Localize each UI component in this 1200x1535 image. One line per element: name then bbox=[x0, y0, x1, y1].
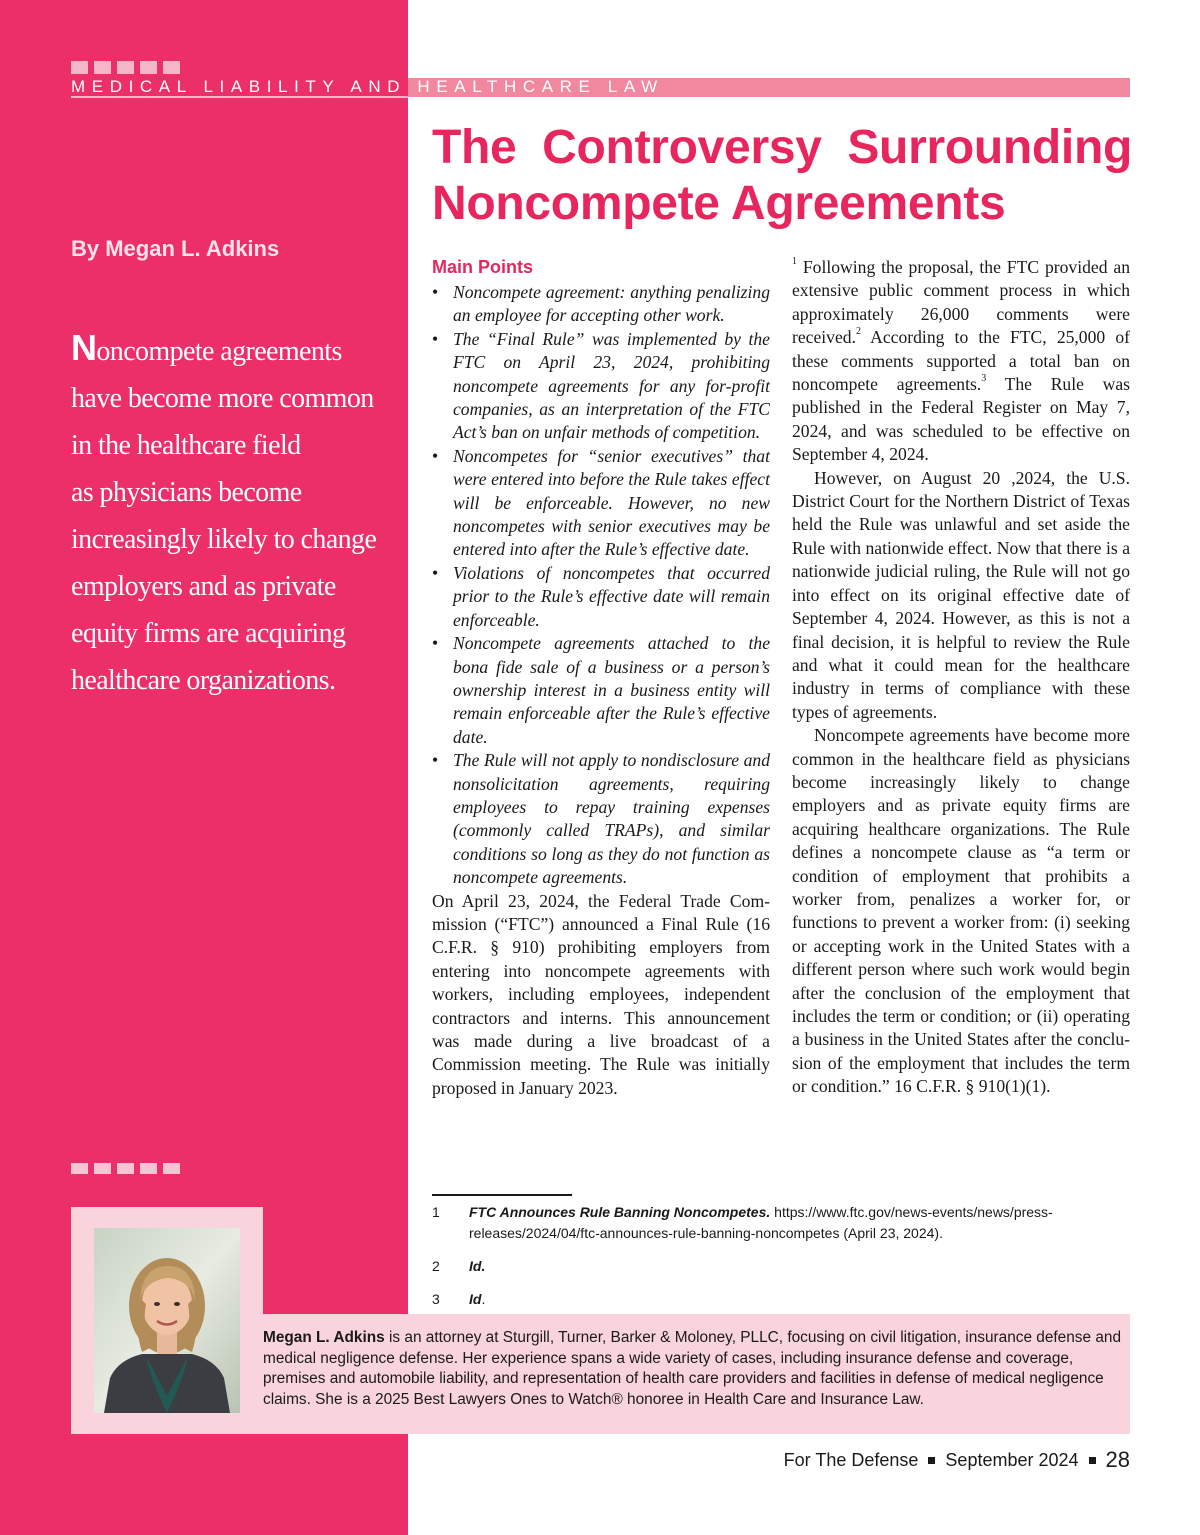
byline: By Megan L. Adkins bbox=[71, 236, 280, 261]
body-paragraph-3: Noncompete agreements have become more common in the healthcare field as physicians become increasingly likely to change employers and as private equity firms are acquiring healthcare organizations. The Rule defines a noncompete clause as “a term or condition of employment that prohibits a worker from, penalizes a worker for, or functions to prevent a worker from: (i) seeking or accepting work in the United States with a different person where such work would begin after the conclusion of the employment that includes the term or condition; or (ii) operating a business in the United States after the conclusion of the employment that includes the term or condition.” 16 C.F.R. § 910(1)(1). bbox=[792, 725, 1130, 1097]
pull-quote bbox=[71, 324, 401, 704]
pull-quote-line: as physicians become bbox=[71, 477, 302, 508]
article-title bbox=[432, 120, 1132, 232]
author-bio-name: Megan L. Adkins bbox=[263, 1329, 385, 1346]
article-column-right bbox=[792, 256, 1130, 1099]
footnote-number: 2 bbox=[432, 1258, 440, 1274]
footnote-number: 1 bbox=[432, 1204, 440, 1220]
article-column-left bbox=[432, 256, 770, 1100]
section-label: MEDICAL LIABILITY AND HEALTHCARE LAW bbox=[71, 77, 664, 96]
footnote-ref-3[interactable]: 3 bbox=[981, 373, 987, 385]
footer-separator bbox=[1089, 1457, 1096, 1464]
pull-quote-line: have become more common bbox=[71, 383, 374, 414]
main-points-heading: Main Points bbox=[432, 257, 534, 277]
footer-separator bbox=[928, 1457, 935, 1464]
pull-quote-text: oncompete agreements bbox=[96, 336, 342, 367]
page-footer bbox=[784, 1447, 1130, 1473]
section-rule bbox=[71, 96, 408, 98]
pull-quote-line: in the healthcare field bbox=[71, 430, 301, 461]
pull-quote-line bbox=[71, 324, 401, 375]
page-number: 28 bbox=[1105, 1447, 1130, 1472]
body-paragraph-1-continued bbox=[792, 256, 1130, 467]
footnote-source-title: FTC Announces Rule Banning Noncompetes. bbox=[469, 1204, 771, 1220]
footnote bbox=[432, 1256, 1122, 1277]
footnote bbox=[432, 1289, 1122, 1310]
title-line-2: Noncompete Agreements bbox=[432, 177, 1006, 230]
body-text: On April 23, 2024, the Federal Trade Commission (“FTC”) announced a Final Rule (16 C.F.R. § 910) prohibiting employers from entering into noncompete agreements with workers, including employees, independent contractors and interns. This announcement was made during a live broadcast of a Commission meeting. The Rule was initially proposed in January 2023. bbox=[432, 890, 770, 1098]
footnote-rest: . bbox=[481, 1291, 486, 1307]
body-text: The Rule was published in the Federal Register on May 7, 2024, and was scheduled to be effective on September 4, 2024. bbox=[792, 374, 1131, 465]
footnote-text bbox=[469, 1202, 1122, 1244]
title-line-1: The Controversy Surrounding bbox=[432, 121, 1132, 174]
main-point-item: • Noncompete agreements attached to the bona fide sale of a business or a person’s ownership interest in a business entity will remain enforceable after the Rule’s effective date. bbox=[432, 632, 770, 749]
footnote-source-title: Id bbox=[469, 1291, 482, 1307]
pull-quote-line: equity firms are acquiring bbox=[71, 618, 346, 649]
body-paragraph-1 bbox=[432, 890, 770, 1101]
publication-name: For The Defense bbox=[783, 1449, 919, 1470]
main-point-item: • Noncompete agreement: anything penalizing an employee for accepting other work. bbox=[432, 281, 770, 328]
footnote-source-title: Id. bbox=[469, 1258, 486, 1274]
author-portrait-icon bbox=[94, 1228, 240, 1413]
pull-quote-line: increasingly likely to change bbox=[71, 524, 377, 555]
main-point-item: • The “Final Rule” was implemented by the FTC on April 23, 2024, prohibiting noncompete agreements for any for-profit companies, as an interpretation of the FTC Act’s ban on unfair methods of competition. bbox=[432, 328, 770, 445]
decorative-squares-top bbox=[71, 61, 180, 74]
author-photo bbox=[94, 1228, 240, 1413]
body-paragraph-2: However, on August 20 ,2024, the U.S. District Court for the Northern District of Texas held the Rule was unlawful and set aside the Rule with nationwide effect. Now that there is a nationwide judicial ruling, the Rule will not go into effect on its original effective date of September 4, 2024. However, as this is not a final decision, it is helpful to review the Rule and what it could mean for the healthcare industry in terms of compliance with these types of agreements. bbox=[792, 467, 1130, 722]
drop-cap: N bbox=[71, 327, 97, 368]
main-point-item: • The Rule will not apply to nondisclosure and nonsolicitation agreements, requiring employees to repay training expenses (commonly called TRAPs), and similar conditions so long as they do not function as noncompete agreements. bbox=[432, 749, 770, 889]
footnote-text bbox=[469, 1289, 485, 1310]
main-points-list bbox=[432, 281, 770, 890]
footnotes bbox=[432, 1202, 1122, 1322]
author-bio bbox=[263, 1328, 1121, 1410]
footnote bbox=[432, 1202, 1122, 1244]
footnote-ref-2[interactable]: 2 bbox=[855, 326, 861, 338]
footnote-text bbox=[469, 1256, 485, 1277]
footnote-rule bbox=[432, 1194, 572, 1196]
footnote-link[interactable]: https://www.ftc.gov/news-events/news/press-releases/2024/04/ftc-announces-rule-banning-noncompetes (April 23, 2024). bbox=[469, 1204, 1053, 1241]
body-text: According to the FTC, 25,000 of these comments supported a total ban on noncompete agreements. bbox=[792, 327, 1130, 395]
pull-quote-line: employers and as private bbox=[71, 571, 336, 602]
footnote-ref-1[interactable]: 1 bbox=[792, 256, 797, 268]
body-text: Following the proposal, the FTC provided an extensive public comment process in which approximately 26,000 comments were received. bbox=[792, 257, 1130, 348]
footnote-number: 3 bbox=[432, 1291, 440, 1307]
main-point-item: • Noncompetes for “senior executives” that were entered into before the Rule takes effect will be enforceable. However, no new noncompetes with senior executives may be entered into after the Rule’s effective date. bbox=[432, 445, 770, 562]
decorative-squares-bottom bbox=[71, 1163, 180, 1174]
pull-quote-line: healthcare organizations. bbox=[71, 665, 336, 696]
main-point-item: • Violations of noncompetes that occurred prior to the Rule’s effective date will remain enforceable. bbox=[432, 562, 770, 632]
author-bio-text: is an attorney at Sturgill, Turner, Barker & Moloney, PLLC, focusing on civil litigation, insurance defense and medical negligence defense. Her experience spans a wide variety of cases, including insurance defense and coverage, premises and automobile liability, and representation of health care providers and facilities in defense of medical negligence claims. She is a 2025 Best Lawyers Ones to Watch® honoree in Health Care and Insurance Law. bbox=[263, 1329, 1122, 1408]
issue-date: September 2024 bbox=[945, 1449, 1079, 1470]
